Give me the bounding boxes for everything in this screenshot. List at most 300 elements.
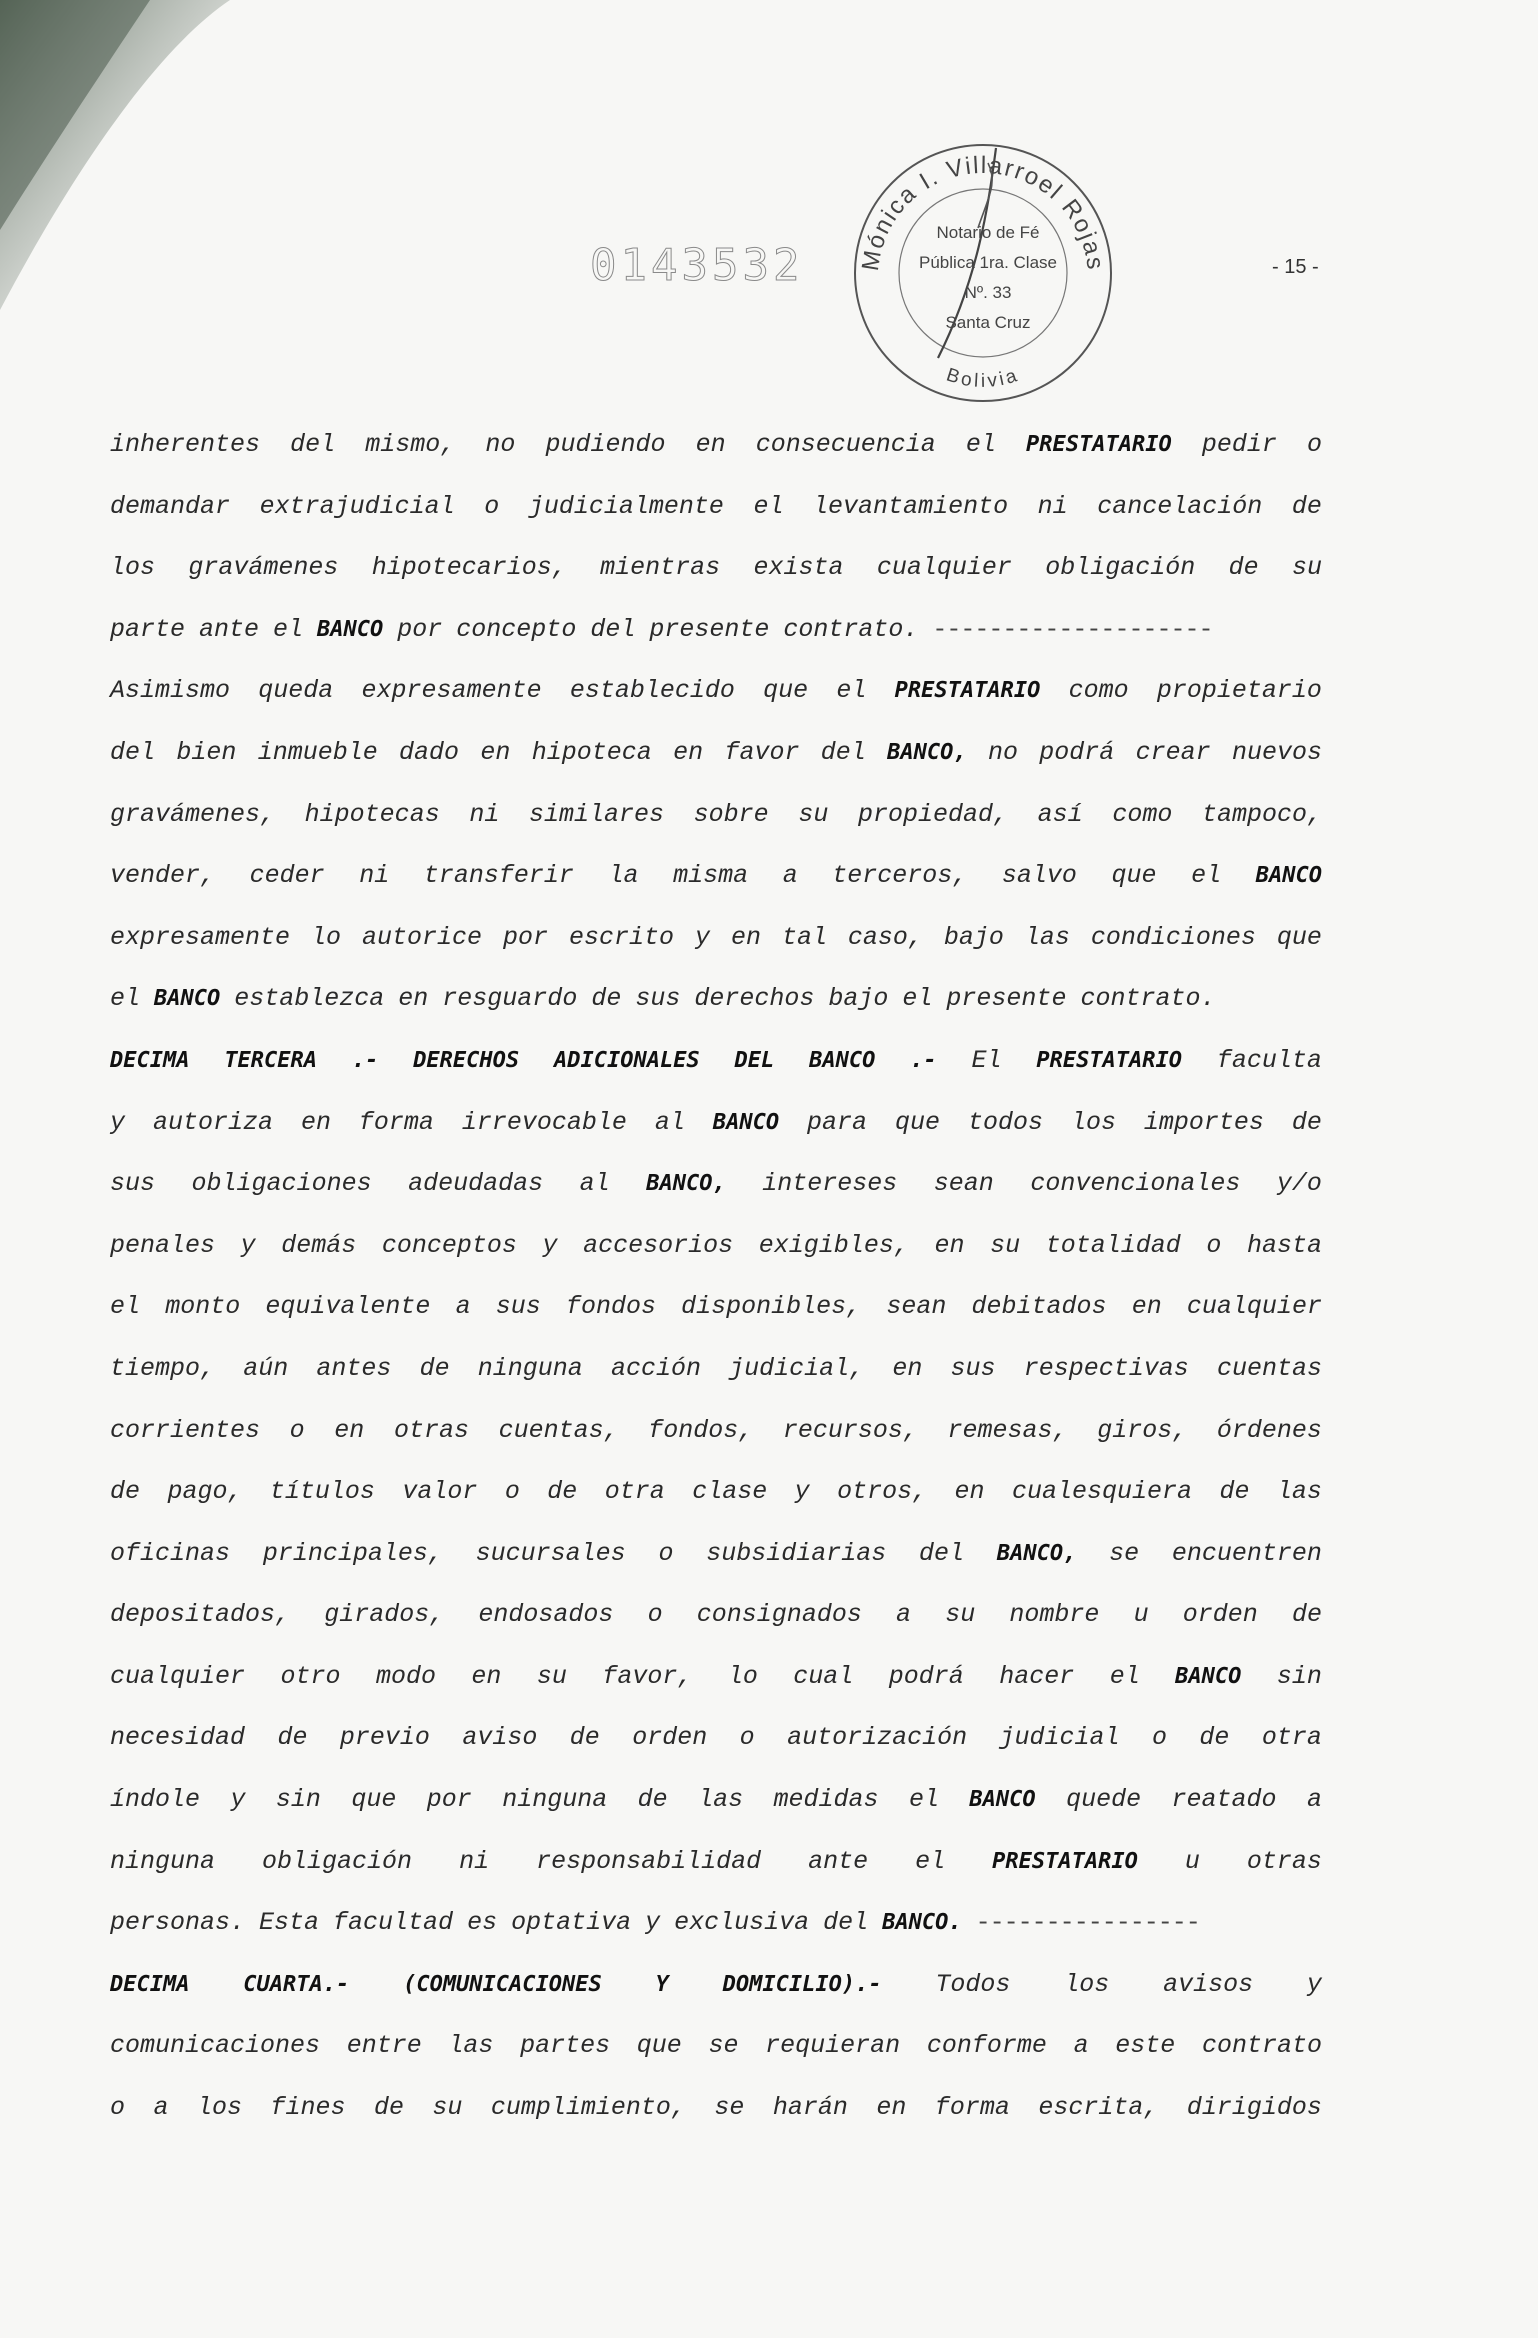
bold-term: BANCO bbox=[1175, 1663, 1242, 1689]
word: pago, bbox=[167, 1477, 243, 1507]
word: en bbox=[892, 1353, 923, 1383]
word: cuentas bbox=[1216, 1353, 1322, 1383]
word: queda bbox=[258, 676, 334, 706]
bold-term: (COMUNICACIONES bbox=[403, 1971, 602, 1997]
word: se bbox=[714, 2093, 745, 2123]
word: sus bbox=[110, 1169, 156, 1199]
text-line bbox=[110, 845, 1322, 907]
word: mismo, bbox=[365, 430, 456, 459]
word: en bbox=[480, 737, 511, 767]
text-line bbox=[110, 1707, 1322, 1769]
word: que bbox=[1276, 922, 1322, 952]
word: el bbox=[1109, 1661, 1140, 1691]
word: de bbox=[1291, 1107, 1322, 1137]
word: los bbox=[1064, 1969, 1110, 1999]
word: su bbox=[1291, 553, 1322, 583]
word: adeudadas bbox=[408, 1169, 544, 1199]
word: irrevocable bbox=[461, 1107, 627, 1137]
seal-line-4: Santa Cruz bbox=[945, 313, 1031, 332]
word: otras bbox=[1246, 1846, 1322, 1876]
word: cancelación bbox=[1097, 491, 1263, 521]
bold-term: BANCO bbox=[1255, 863, 1322, 889]
word: subsidiarias bbox=[706, 1538, 887, 1568]
word: obligación bbox=[1045, 553, 1196, 583]
word: índole bbox=[110, 1785, 201, 1815]
text-line bbox=[110, 660, 1322, 722]
word: los bbox=[196, 2093, 242, 2123]
word: ninguna bbox=[477, 1353, 583, 1383]
word: cuentas, bbox=[498, 1415, 619, 1445]
word: no bbox=[485, 430, 516, 459]
word: debitados bbox=[971, 1292, 1107, 1322]
word: se bbox=[1109, 1538, 1140, 1568]
word: hacer bbox=[999, 1661, 1075, 1691]
word: personas. bbox=[110, 1908, 246, 1938]
word: escrito bbox=[568, 922, 674, 952]
text-line bbox=[110, 1831, 1322, 1893]
word: de bbox=[1228, 553, 1259, 583]
word: bien bbox=[176, 737, 237, 767]
word: a bbox=[1306, 1785, 1322, 1815]
word: el bbox=[273, 614, 304, 644]
word: Asimismo bbox=[110, 676, 231, 706]
word: nombre bbox=[1009, 1600, 1100, 1630]
text-line bbox=[110, 1276, 1322, 1338]
word: otras bbox=[393, 1415, 469, 1445]
text-line bbox=[110, 1461, 1322, 1523]
word: y bbox=[1306, 1969, 1322, 1999]
word: demandar bbox=[110, 491, 231, 521]
word: concepto bbox=[456, 614, 577, 644]
word: lo bbox=[727, 1661, 758, 1691]
word: y bbox=[240, 1230, 256, 1260]
word: a bbox=[455, 1292, 471, 1322]
word: respectivas bbox=[1023, 1353, 1189, 1383]
text-line bbox=[110, 1400, 1322, 1462]
word: propietario bbox=[1156, 676, 1322, 706]
word: u bbox=[1184, 1846, 1200, 1876]
text-line bbox=[110, 599, 1322, 661]
filler-dashes: ---------------- bbox=[975, 1908, 1200, 1938]
word: orden bbox=[1182, 1600, 1258, 1630]
word: u bbox=[1133, 1600, 1149, 1630]
word: las bbox=[698, 1785, 744, 1815]
word: judicial, bbox=[729, 1353, 865, 1383]
text-line bbox=[110, 1646, 1322, 1708]
word: otros, bbox=[837, 1477, 928, 1507]
word: propiedad, bbox=[857, 799, 1009, 829]
word: como bbox=[1112, 799, 1173, 829]
word: gravámenes bbox=[188, 553, 339, 583]
word: totalidad bbox=[1045, 1230, 1181, 1260]
word: monto bbox=[165, 1292, 241, 1322]
word: giros, bbox=[1097, 1415, 1188, 1445]
bold-term: DERECHOS bbox=[413, 1047, 520, 1073]
word: como bbox=[1068, 676, 1129, 706]
word: ni bbox=[359, 861, 390, 891]
word: cualquier bbox=[1186, 1292, 1322, 1322]
word: podrá bbox=[888, 1661, 964, 1691]
word: sin bbox=[1276, 1661, 1322, 1691]
bold-term: BANCO bbox=[154, 986, 221, 1012]
word: hasta bbox=[1246, 1230, 1322, 1260]
word: en bbox=[730, 922, 761, 952]
word: vender, bbox=[110, 861, 216, 891]
word: sean bbox=[933, 1169, 994, 1199]
word: equivalente bbox=[265, 1292, 431, 1322]
word: tal bbox=[781, 922, 827, 952]
bold-term: Y bbox=[655, 1971, 669, 1997]
word: obligación bbox=[262, 1846, 413, 1876]
word: y bbox=[230, 1785, 246, 1815]
bold-term: BANCO bbox=[809, 1047, 876, 1073]
word: ninguna bbox=[110, 1846, 216, 1876]
word: medidas bbox=[773, 1785, 879, 1815]
bold-term: DECIMA bbox=[110, 1047, 190, 1073]
word: contrato. bbox=[783, 614, 919, 644]
word: autoriza bbox=[152, 1107, 273, 1137]
word: similares bbox=[529, 799, 665, 829]
word: sean bbox=[886, 1292, 947, 1322]
word: aún bbox=[243, 1353, 289, 1383]
word: ni bbox=[459, 1846, 490, 1876]
word: conceptos bbox=[381, 1230, 517, 1260]
word: intereses bbox=[762, 1169, 898, 1199]
word: y bbox=[542, 1230, 558, 1260]
word: orden bbox=[632, 1723, 708, 1753]
word: fines bbox=[270, 2093, 346, 2123]
word: a bbox=[782, 861, 798, 891]
seal-line-1: Notario de Fé bbox=[936, 223, 1040, 242]
word: en bbox=[1131, 1292, 1162, 1322]
word: pedir bbox=[1201, 430, 1277, 459]
bold-term: BANCO bbox=[969, 1787, 1036, 1813]
page-number: - 15 - bbox=[1272, 256, 1319, 278]
word: de bbox=[591, 984, 622, 1014]
word: en bbox=[673, 737, 704, 767]
word: depositados, bbox=[110, 1600, 291, 1630]
text-line bbox=[110, 722, 1322, 784]
word: títulos bbox=[269, 1477, 375, 1507]
word: no bbox=[987, 737, 1018, 767]
bold-term: CUARTA.- bbox=[243, 1971, 350, 1997]
word: todos bbox=[967, 1107, 1043, 1137]
word: otro bbox=[280, 1661, 341, 1691]
word: condiciones bbox=[1090, 922, 1256, 952]
text-line bbox=[110, 476, 1322, 538]
word: los bbox=[110, 553, 156, 583]
word: comunicaciones bbox=[110, 2031, 321, 2061]
word: pudiendo bbox=[545, 430, 666, 459]
word: El bbox=[971, 1045, 1002, 1075]
word: de bbox=[1291, 491, 1322, 521]
word: el bbox=[110, 984, 141, 1014]
word: y bbox=[694, 922, 710, 952]
word: por bbox=[502, 922, 548, 952]
word: del bbox=[590, 614, 636, 644]
word: hipoteca bbox=[531, 737, 652, 767]
notary-seal-stamp bbox=[838, 128, 1128, 418]
word: principales, bbox=[262, 1538, 443, 1568]
word: facultad bbox=[333, 1908, 454, 1938]
word: presente bbox=[946, 984, 1067, 1014]
word: en bbox=[334, 1415, 365, 1445]
word: oficinas bbox=[110, 1538, 231, 1568]
word: del bbox=[820, 737, 866, 767]
word: en bbox=[876, 2093, 907, 2123]
word: consignados bbox=[696, 1600, 862, 1630]
bold-term: DOMICILIO).- bbox=[722, 1971, 882, 1997]
word: entre bbox=[346, 2031, 422, 2061]
word: escrita, bbox=[1038, 2093, 1159, 2123]
bold-term: .- bbox=[351, 1047, 379, 1073]
word: dirigidos bbox=[1186, 2093, 1322, 2123]
word: penales bbox=[110, 1230, 216, 1260]
word: avisos bbox=[1163, 1969, 1254, 1999]
word: órdenes bbox=[1216, 1415, 1322, 1445]
word: judicial bbox=[999, 1723, 1120, 1753]
word: fondos bbox=[565, 1292, 656, 1322]
word: caso, bbox=[847, 922, 923, 952]
word: del bbox=[290, 430, 336, 459]
word: favor bbox=[724, 737, 800, 767]
bold-term: BANCO. bbox=[882, 1910, 962, 1936]
text-line bbox=[110, 1215, 1322, 1277]
word: ni bbox=[1037, 491, 1068, 521]
bold-term: PRESTATARIO bbox=[992, 1848, 1138, 1874]
word: contrato bbox=[1201, 2031, 1322, 2061]
word: hipotecas bbox=[304, 799, 440, 829]
word: fondos, bbox=[648, 1415, 754, 1445]
word: a bbox=[1073, 2031, 1089, 2061]
word: en bbox=[695, 430, 726, 459]
text-line bbox=[110, 968, 1322, 1030]
word: de bbox=[110, 1477, 141, 1507]
word: importes bbox=[1143, 1107, 1264, 1137]
word: establezca bbox=[234, 984, 385, 1014]
word: sin bbox=[275, 1785, 321, 1815]
word: que bbox=[351, 1785, 397, 1815]
word: o bbox=[289, 1415, 305, 1445]
word: o bbox=[1206, 1230, 1222, 1260]
word: exclusiva bbox=[674, 1908, 810, 1938]
bold-term: BANCO, bbox=[887, 739, 967, 765]
word: encuentren bbox=[1171, 1538, 1322, 1568]
word: derechos bbox=[694, 984, 815, 1014]
word: establecido bbox=[569, 676, 735, 706]
word: para bbox=[807, 1107, 868, 1137]
word: cualquier bbox=[876, 553, 1012, 583]
word: clase bbox=[692, 1477, 768, 1507]
text-line bbox=[110, 1584, 1322, 1646]
word: el bbox=[836, 676, 867, 706]
text-line bbox=[110, 1153, 1322, 1215]
word: sus bbox=[950, 1353, 996, 1383]
word: así bbox=[1037, 799, 1083, 829]
seal-line-2: Pública 1ra. Clase bbox=[919, 253, 1057, 272]
word: girados, bbox=[324, 1600, 445, 1630]
bold-term: DEL bbox=[734, 1047, 775, 1073]
word: endosados bbox=[478, 1600, 614, 1630]
word: en bbox=[300, 1107, 331, 1137]
word: bajo bbox=[943, 922, 1004, 952]
word: por bbox=[426, 1785, 472, 1815]
word: en bbox=[398, 984, 429, 1014]
word: lo bbox=[311, 922, 342, 952]
word: inmueble bbox=[257, 737, 378, 767]
word: cual bbox=[793, 1661, 854, 1691]
word: aviso bbox=[462, 1723, 538, 1753]
text-line bbox=[110, 1769, 1322, 1831]
word: corrientes bbox=[110, 1415, 261, 1445]
word: Esta bbox=[259, 1908, 320, 1938]
word: cumplimiento, bbox=[490, 2093, 686, 2123]
bold-term: BANCO, bbox=[646, 1171, 726, 1197]
word: al bbox=[654, 1107, 685, 1137]
word: dado bbox=[399, 737, 460, 767]
word: su bbox=[798, 799, 829, 829]
word: al bbox=[579, 1169, 610, 1199]
text-line bbox=[110, 1523, 1322, 1585]
word: de bbox=[1199, 1723, 1230, 1753]
word: a bbox=[153, 2093, 169, 2123]
word: hipotecarios, bbox=[371, 553, 567, 583]
bold-term: PRESTATARIO bbox=[1026, 432, 1172, 457]
word: y bbox=[794, 1477, 810, 1507]
text-line bbox=[110, 414, 1322, 476]
word: el bbox=[965, 430, 996, 459]
word: su bbox=[432, 2093, 463, 2123]
word: ni bbox=[469, 799, 500, 829]
word: de bbox=[1291, 1600, 1322, 1630]
word: faculta bbox=[1216, 1045, 1322, 1075]
word: las bbox=[448, 2031, 494, 2061]
word: el bbox=[1191, 861, 1222, 891]
word: remesas, bbox=[947, 1415, 1068, 1445]
word: su bbox=[536, 1661, 567, 1691]
word: la bbox=[608, 861, 639, 891]
word: ninguna bbox=[502, 1785, 608, 1815]
word: acción bbox=[610, 1353, 701, 1383]
word: el bbox=[908, 1785, 939, 1815]
word: que bbox=[1111, 861, 1157, 891]
word: sus bbox=[495, 1292, 541, 1322]
contract-body-text bbox=[110, 414, 1322, 2139]
seal-name-arc: Mónica I. Villarroel Rojas bbox=[856, 151, 1109, 273]
word: las bbox=[1024, 922, 1070, 952]
word: gravámenes, bbox=[110, 799, 276, 829]
word: el bbox=[110, 1292, 141, 1322]
text-line bbox=[110, 2077, 1322, 2139]
word: en bbox=[954, 1477, 985, 1507]
word: y bbox=[110, 1107, 126, 1137]
word: de bbox=[373, 2093, 404, 2123]
word: modo bbox=[375, 1661, 436, 1691]
word: nuevos bbox=[1231, 737, 1322, 767]
word: de bbox=[547, 1477, 578, 1507]
word: valor bbox=[402, 1477, 478, 1507]
word: a bbox=[896, 1600, 912, 1630]
word: requieran bbox=[765, 2031, 901, 2061]
bold-term: .- bbox=[910, 1047, 937, 1073]
bold-term: DECIMA bbox=[110, 1971, 190, 1997]
word: mientras bbox=[600, 553, 721, 583]
word: tampoco, bbox=[1201, 799, 1322, 829]
word: que bbox=[763, 676, 809, 706]
word: obligaciones bbox=[191, 1169, 372, 1199]
word: su bbox=[990, 1230, 1021, 1260]
word: las bbox=[1276, 1477, 1322, 1507]
word: o bbox=[1306, 430, 1322, 459]
word: expresamente bbox=[361, 676, 542, 706]
word: este bbox=[1115, 2031, 1176, 2061]
word: de bbox=[419, 1353, 450, 1383]
word: del bbox=[823, 1908, 869, 1938]
word: se bbox=[708, 2031, 739, 2061]
word: del bbox=[110, 737, 156, 767]
word: por bbox=[397, 614, 443, 644]
text-line bbox=[110, 1954, 1322, 2016]
word: crear bbox=[1135, 737, 1211, 767]
text-line bbox=[110, 1092, 1322, 1154]
word: levantamiento bbox=[813, 491, 1009, 521]
word: conforme bbox=[926, 2031, 1047, 2061]
word: en bbox=[471, 1661, 502, 1691]
word: o bbox=[110, 2093, 126, 2123]
word: de bbox=[277, 1723, 308, 1753]
bold-term: PRESTATARIO bbox=[1036, 1047, 1183, 1073]
text-line bbox=[110, 784, 1322, 846]
text-line bbox=[110, 1338, 1322, 1400]
document-serial-number: 0143532 bbox=[590, 240, 804, 291]
word: es bbox=[467, 1908, 498, 1938]
word: podrá bbox=[1039, 737, 1115, 767]
word: bajo bbox=[828, 984, 889, 1014]
word: sucursales bbox=[475, 1538, 626, 1568]
text-line bbox=[110, 907, 1322, 969]
bold-term: PRESTATARIO bbox=[894, 678, 1041, 704]
filler-dashes: -------------------- bbox=[932, 614, 1213, 644]
word: tiempo, bbox=[110, 1353, 216, 1383]
text-line bbox=[110, 1892, 1322, 1954]
text-line bbox=[110, 1030, 1322, 1092]
word: en bbox=[934, 1230, 965, 1260]
text-line bbox=[110, 537, 1322, 599]
word: sus bbox=[635, 984, 681, 1014]
word: sobre bbox=[693, 799, 769, 829]
word: y/o bbox=[1276, 1169, 1322, 1199]
bold-term: BANCO bbox=[317, 616, 384, 642]
word: misma bbox=[673, 861, 749, 891]
word: o bbox=[658, 1538, 674, 1568]
word: forma bbox=[934, 2093, 1010, 2123]
word: el bbox=[902, 984, 933, 1014]
word: previo bbox=[339, 1723, 430, 1753]
text-line bbox=[110, 2015, 1322, 2077]
word: o bbox=[504, 1477, 520, 1507]
word: convencionales bbox=[1030, 1169, 1241, 1199]
word: de bbox=[637, 1785, 668, 1815]
word: o bbox=[1151, 1723, 1167, 1753]
bold-term: TERCERA bbox=[224, 1047, 318, 1073]
word: favor, bbox=[602, 1661, 693, 1691]
word: presente bbox=[649, 614, 770, 644]
word: harán bbox=[772, 2093, 848, 2123]
word: o bbox=[647, 1600, 663, 1630]
word: que bbox=[636, 2031, 682, 2061]
word: resguardo bbox=[442, 984, 578, 1014]
bold-term: BANCO, bbox=[996, 1540, 1077, 1566]
